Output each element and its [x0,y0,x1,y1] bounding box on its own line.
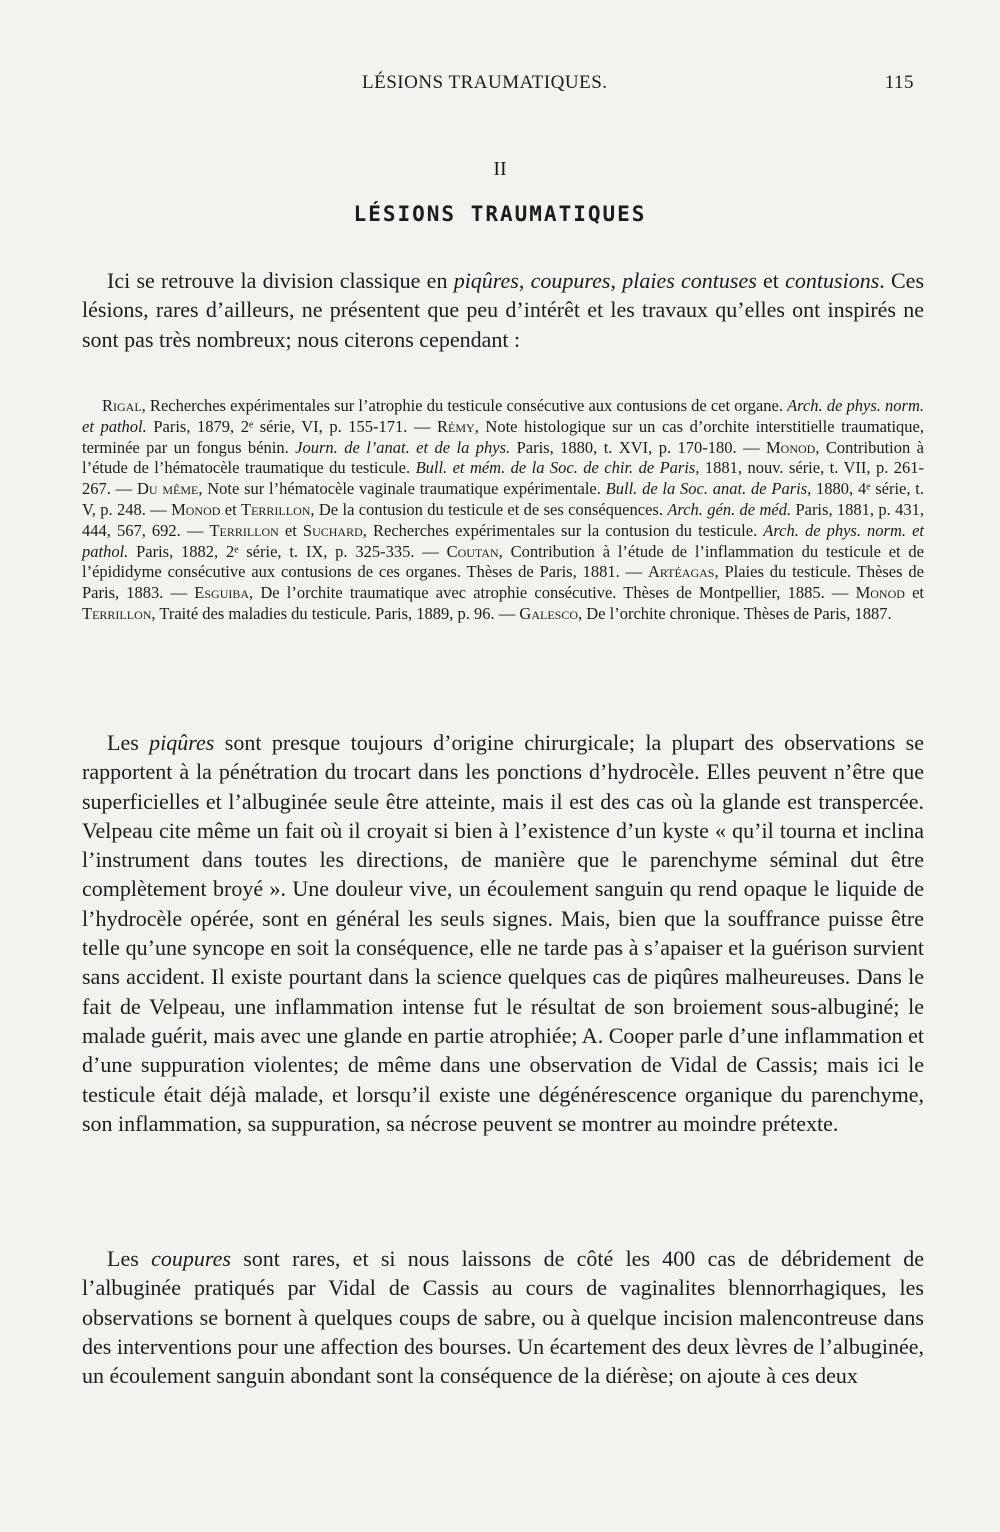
page-number: 115 [884,72,914,93]
author: Coutan [446,541,499,561]
coupures-paragraph: Les coupures sont rares, et si nous laissons de côté les 400 cas de débridement de l’albuginée pratiqués par Vidal de Cassis au cours de vaginalites blennorrhagiques, les observations se bornent à quelques coups de sabre, ou à quelque incision malencontreuse dans des interventions pour une affection des bourses. Un écartement des deux lèvres de l’albuginée, un écoulement sanguin abondant sont la conséquence de la diérèse; on ajoute à ces deux [82,1246,925,1389]
author: Terrillon [82,603,152,623]
journal: Bull. de la Soc. anat. de Paris, [605,479,812,499]
journal: Arch. de phys. norm. et pathol. [82,396,924,436]
journal: Arch. de phys. norm. et pathol. [82,520,924,561]
author: Rémy [437,416,475,436]
author: Monod [855,583,905,603]
author: Monod [171,499,221,519]
journal: Bull. et mém. de la Soc. de chir. de Paris, [415,458,700,478]
section-numeral: II [493,158,507,180]
journal: Journ. de l’anat. et de la phys. [295,437,511,457]
author: Terrillon [209,520,279,540]
author: Esguiba [194,583,250,603]
intro-paragraph: Ici se retrouve la division classique en piqûres, coupures, plaies contuses et contusions. Ces lésions, rares d’ailleurs, ne présentent que peu d’intérêt et les travaux qu’elles ont inspirés ne sont pas très nombreux; nous citerons cependant : [82,268,925,352]
author: Galesco [519,603,579,623]
journal: Arch. gén. de méd. [667,499,792,519]
section-title: LÉSIONS TRAUMATIQUES [353,202,647,226]
author: Artéagas [647,562,715,582]
author: Monod [766,437,816,457]
piqures-paragraph: Les piqûres sont presque toujours d’origine chirurgicale; la plupart des observations se rapportent à la pénétration du trocart dans les ponctions d’hydrocèle. Elles peuvent n’être que superficielles et l’albuginée seule être atteinte, mais il est des cas où la glande est transpercée. Velpeau cite même un fait où il croyait si bien à l’existence d’un kyste « qu’il tourna et inclina l’instrument dans toutes les directions, de manière que le parenchyme séminal dut être complètement broyé ». Une douleur vive, un écoulement sanguin qu rend opaque le liquide de l’hydrocèle opérée, sont en général les seuls signes. Mais, bien que la souffrance puisse être telle qu’une syncope en soit la conséquence, elle ne tarde pas à s’apaiser et la guérison survient sans accident. Il existe pourtant dans la science quelques cas de piqûres malheureuses. Dans le fait de Velpeau, une inflammation intense fut le résultat de son broiement sous-albuginé; le malade guérit, mais avec une glande en partie atrophiée; A. Cooper parle d’une inflammation et d’une suppuration violentes; de même dans une observation de Vidal de Cassis; mais ici le testicule était déjà malade, et lorsqu’il existe une dégénérescence organique du parenchyme, son inflammation, sa suppuration, sa nécrose peuvent se montrer au moindre prétexte. [82,730,925,1136]
author: Du même [136,479,199,499]
author: Terrillon [241,499,311,519]
running-head [80,72,920,100]
running-title: LÉSIONS TRAUMATIQUES. [362,72,608,93]
author: Rigal [102,396,142,415]
bibliography: Rigal, Recherches expérimentales sur l’atrophie du testicule consécutive aux contusions de cet organe. Arch. de phys. norm. et pathol. Paris, 1879, 2ᵉ série, VI, p. 155-171. — Rémy, Note histologique sur un cas d’orchite interstitielle traumatique, terminée par un fongus bénin. Journ. de l’anat. et de la phys. Paris, 1880, t. XVI, p. 170-180. — Monod, Contribution à l’étude de l’hématocèle traumatique du testicule. Bull. et mém. de la Soc. de chir. de Paris, 1881, nouv. série, t. VII, p. 261-267. — Du même, Note sur l’hématocèle vaginale traumatique expérimentale. Bull. de la Soc. anat. de Paris, 1880, 4ᵉ série, t. V, p. 248. — Monod et Terrillon, De la contusion du testicule et de ses conséquences. Arch. gén. de méd. Paris, 1881, p. 431, 444, 567, 692. — Terrillon et Suchard, Recherches expérimentales sur la contusion du testicule. Arch. de phys. norm. et pathol. Paris, 1882, 2ᵉ série, t. IX, p. 325-335. — Coutan, Contribution à l’étude de l’inflammation du testicule et de l’épididyme consécutive aux contusions de ces organes. Thèses de Paris, 1881. — Artéagas, Plaies du testicule. Thèses de Paris, 1883. — Esguiba, De l’orchite traumatique avec atrophie consécutive. Thèses de Montpellier, 1885. — Monod et Terrillon, Traité des maladies du testicule. Paris, 1889, p. 96. — Galesco, De l’orchite chronique. Thèses de Paris, 1887. [82,396,925,623]
author: Suchard [302,520,363,540]
